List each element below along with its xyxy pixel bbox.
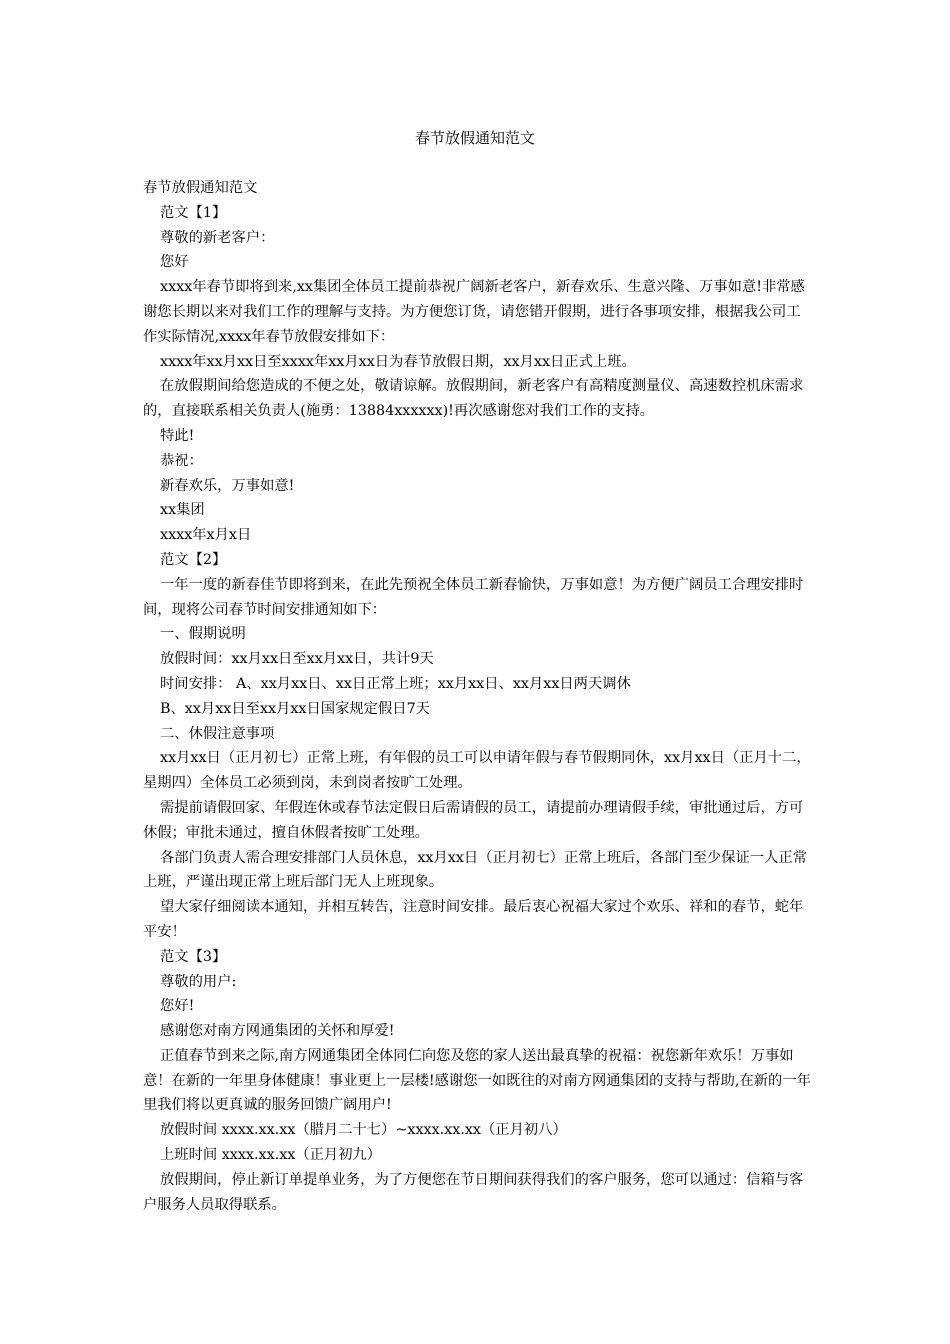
paragraph: 春节放假通知范文 bbox=[143, 180, 258, 196]
paragraph: 在放假期间给您造成的不便之处，敬请谅解。放假期间，新老客户有高精度测量仪、高速数控机床需求的，直接联系相关负责人(施勇：13884xxxxxx)!再次感谢您对我们工作的支持。 bbox=[143, 378, 804, 420]
paragraph: 您好 bbox=[160, 254, 189, 271]
document-body bbox=[143, 176, 813, 1217]
paragraph: 尊敬的新老客户： bbox=[160, 229, 275, 246]
paragraph: 感谢您对南方网通集团的关怀和厚爱! bbox=[160, 1023, 395, 1040]
paragraph: xx月xx日（正月初七）正常上班，有年假的员工可以申请年假与春节假期同休，xx月xx日（正月十二，星期四）全体员工必须到岗，未到岗者按旷工处理。 bbox=[143, 750, 811, 792]
paragraph: 范文【2】 bbox=[160, 551, 227, 568]
paragraph: 望大家仔细阅读本通知，并相互转告，注意时间安排。最后衷心祝福大家过个欢乐、祥和的春节，蛇年平安！ bbox=[143, 899, 804, 940]
paragraph: 时间安排： A、xx月xx日、xx日正常上班；xx月xx日、xx月xx日两天调休 bbox=[160, 675, 631, 692]
paragraph: 范文【3】 bbox=[160, 948, 227, 965]
paragraph: 范文【1】 bbox=[160, 204, 227, 221]
page-title: 春节放假通知范文 bbox=[414, 129, 535, 147]
paragraph: 放假期间，停止新订单提单业务，为了方便您在节日期间获得我们的客户服务，您可以通过：信箱与客户服务人员取得联系。 bbox=[143, 1171, 804, 1213]
paragraph: 尊敬的用户: bbox=[160, 973, 237, 990]
paragraph: 正值春节到来之际,南方网通集团全体同仁向您及您的家人送出最真挚的祝福：祝您新年欢乐！万事如意！在新的一年里身体健康！事业更上一层楼!感谢您一如既往的对南方网通集团的支持与帮助,在新的一年里我们将以更真诚的服务回馈广阔用户! bbox=[143, 1047, 811, 1114]
paragraph: 二、休假注意事项 bbox=[160, 725, 275, 742]
paragraph: 需提前请假回家、年假连休或春节法定假日后需请假的员工，请提前办理请假手续，审批通过后，方可休假；审批未通过，擅自休假者按旷工处理。 bbox=[143, 799, 804, 841]
paragraph: xx集团 bbox=[160, 502, 205, 519]
paragraph: 您好! bbox=[160, 998, 195, 1015]
paragraph: xxxx年xx月xx日至xxxx年xx月xx日为春节放假日期，xx月xx日正式上班。 bbox=[160, 353, 636, 370]
paragraph: 上班时间 xxxx.xx.xx（正月初九） bbox=[160, 1147, 382, 1164]
paragraph: 恭祝： bbox=[160, 452, 203, 469]
paragraph: 新春欢乐，万事如意! bbox=[160, 477, 295, 494]
paragraph: 一年一度的新春佳节即将到来，在此先预祝全体员工新春愉快，万事如意！为方便广阔员工合理安排时间，现将公司春节时间安排通知如下： bbox=[143, 576, 804, 618]
paragraph: B、xx月xx日至xx月xx日国家规定假日7天 bbox=[160, 700, 430, 717]
paragraph: 特此! bbox=[160, 427, 195, 444]
paragraph: 一、假期说明 bbox=[160, 626, 246, 643]
paragraph: 放假时间 xxxx.xx.xx（腊月二十七）~xxxx.xx.xx（正月初八） bbox=[160, 1122, 567, 1139]
paragraph: xxxx年春节即将到来,xx集团全体员工提前恭祝广阔新老客户，新春欢乐、生意兴隆、万事如意!非常感谢您长期以来对我们工作的理解与支持。为方便您订货，请您错开假期，进行各事项安排，根据我公司工作实际情况,xxxx年春节放假安排如下： bbox=[143, 279, 805, 345]
paragraph: 各部门负责人需合理安排部门人员休息，xx月xx日（正月初七）正常上班后，各部门至少保证一人正常上班，严谨出现正常上班后部门无人上班现象。 bbox=[143, 849, 808, 891]
paragraph: xxxx年x月x日 bbox=[160, 527, 252, 544]
paragraph: 放假时间：xx月xx日至xx月xx日，共计9天 bbox=[160, 651, 434, 668]
